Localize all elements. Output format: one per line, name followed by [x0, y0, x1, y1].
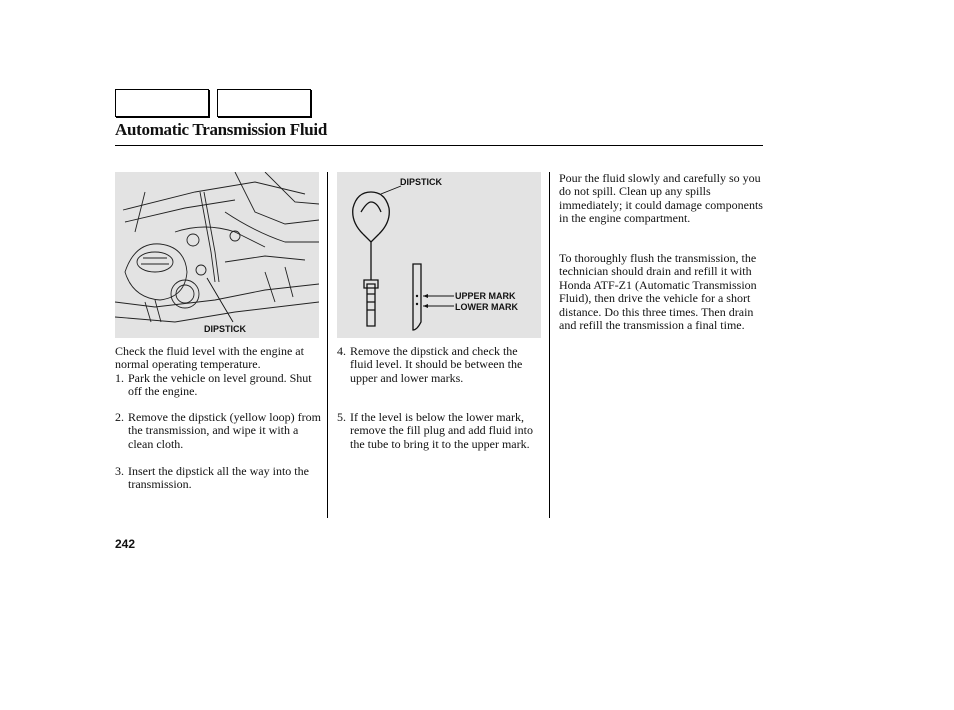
nav-tab-1[interactable] [115, 89, 209, 117]
intro-paragraph: Check the fluid level with the engine at normal operating temperature. [115, 344, 304, 372]
step-number: 3. [115, 464, 124, 478]
dipstick-illustration [337, 172, 541, 338]
step-3 [115, 465, 321, 492]
dipstick-label: DIPSTICK [400, 177, 443, 187]
step-text: Remove the dipstick (yellow loop) from the transmission, and wipe it with a clean cloth. [128, 410, 321, 451]
step-number: 4. [337, 344, 346, 358]
upper-mark-label: UPPER MARK [455, 291, 516, 301]
engine-drawing [115, 172, 319, 338]
flush-paragraph: To thoroughly flush the transmission, the technician should drain and refill it with Honda ATF-Z1 (Automatic Transmission Fluid), then drive the vehicle for a short distance. Do this three times. Then drain and refill the transmission a final time. [559, 251, 757, 333]
page-number: 242 [115, 537, 136, 551]
engine-illustration [115, 172, 319, 338]
step-text: If the level is below the lower mark, remove the fill plug and add fluid into the tube to bring it to the upper mark. [350, 410, 533, 451]
column-divider-2 [549, 172, 550, 518]
dipstick-drawing [337, 172, 541, 338]
step-5 [337, 411, 541, 451]
engine-dipstick-label: DIPSTICK [204, 324, 247, 334]
column-divider-1 [327, 172, 328, 518]
pour-fluid-paragraph: Pour the fluid slowly and carefully so you do not spill. Clean up any spills immediately; it could damage components in the engine compartment. [559, 171, 763, 226]
nav-tab-2[interactable] [217, 89, 311, 117]
step-number: 1. [115, 371, 124, 385]
step-2 [115, 411, 321, 451]
step-1 [115, 372, 321, 399]
step-text: Remove the dipstick and check the fluid level. It should be between the upper and lower marks. [350, 344, 523, 385]
step-text: Park the vehicle on level ground. Shut off the engine. [128, 371, 312, 399]
step-text: Insert the dipstick all the way into the transmission. [128, 464, 309, 492]
lower-mark-label: LOWER MARK [455, 302, 518, 312]
step-4 [337, 345, 541, 385]
step-number: 2. [115, 410, 124, 424]
step-number: 5. [337, 410, 346, 424]
title-divider [115, 145, 763, 146]
page-title: Automatic Transmission Fluid [115, 120, 328, 139]
